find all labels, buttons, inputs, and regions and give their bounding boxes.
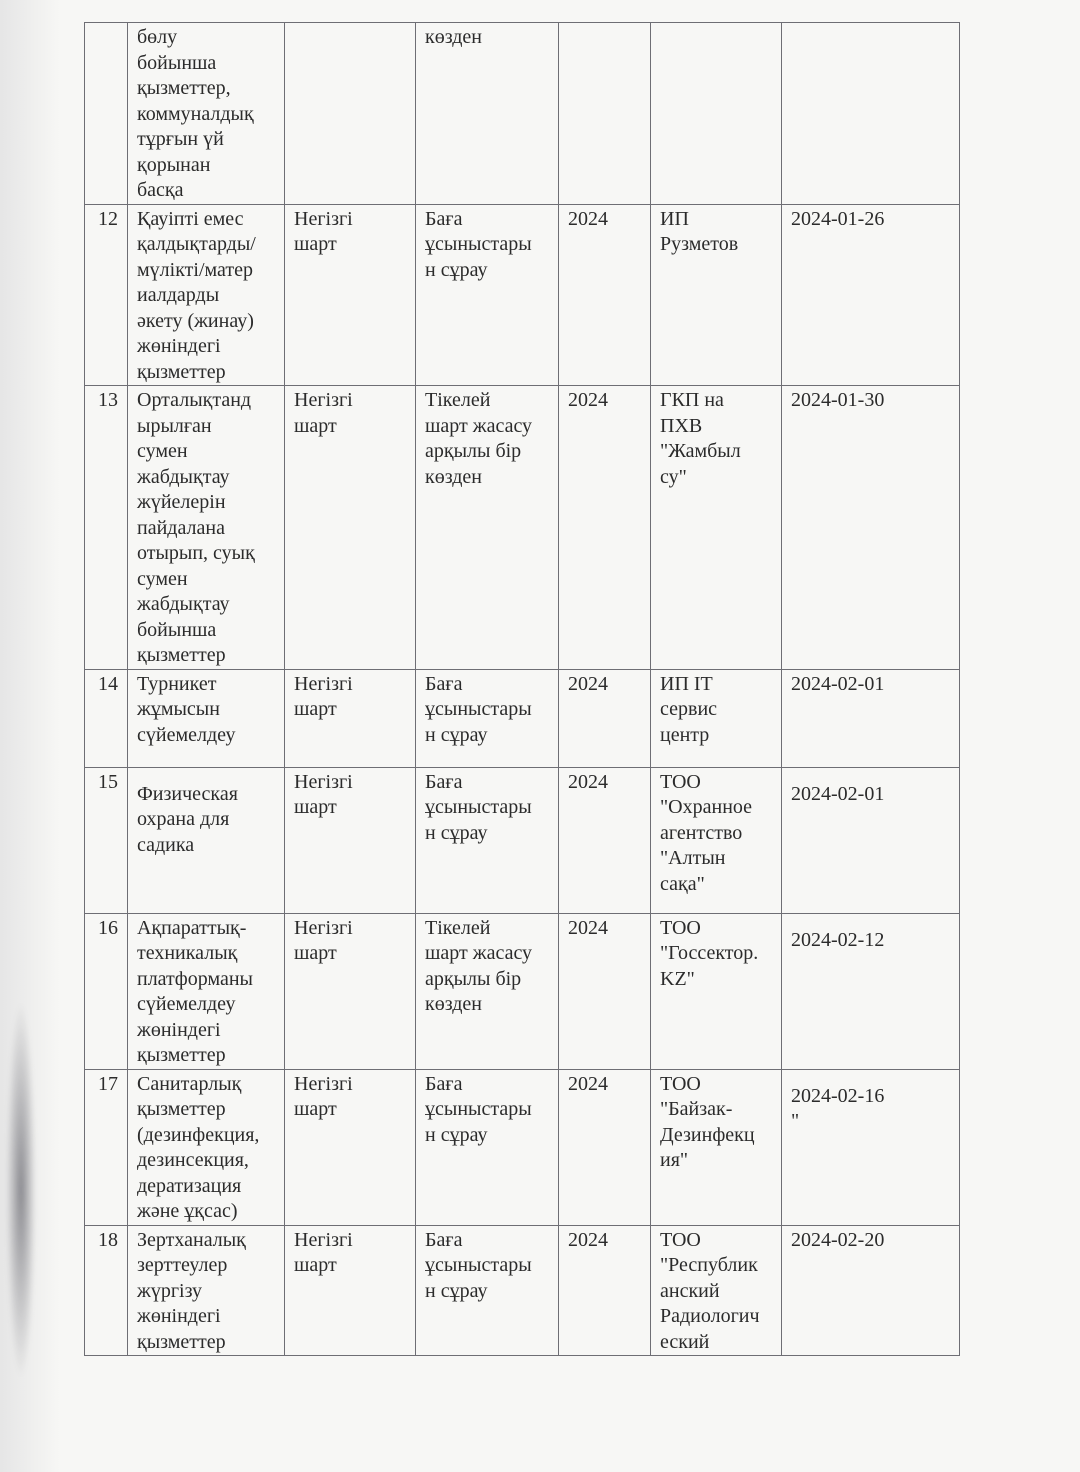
supplier: ТОО "Байзак- Дезинфекц ия" <box>651 1069 782 1225</box>
contract-date: 2024-01-26 <box>782 204 960 386</box>
contract-date: 2024-02-20 <box>782 1225 960 1356</box>
row-number: 16 <box>85 913 128 1069</box>
contract-basis: Негізгі шарт <box>285 669 416 767</box>
year: 2024 <box>559 386 651 670</box>
service-name: Орталықтанд ырылған сумен жабдықтау жүйелерін пайдалана отырып, суық сумен жабдықтау бойынша қызметтер <box>128 386 285 670</box>
service-name: Турникет жұмысын сүйемелдеу <box>128 669 285 767</box>
table-row <box>85 386 960 670</box>
service-name: Ақпараттық- техникалық платформаны сүйемелдеу жөніндегі қызметтер <box>128 913 285 1069</box>
procurement-method: Тікелей шарт жасасу арқылы бір көзден <box>416 913 559 1069</box>
supplier: ИП IT сервис центр <box>651 669 782 767</box>
supplier: ТОО "Охранное агентство "Алтын сақа" <box>651 767 782 913</box>
year <box>559 23 651 205</box>
table-row <box>85 1225 960 1356</box>
procurement-method: Баға ұсыныстары н сұрау <box>416 669 559 767</box>
supplier: ИП Рузметов <box>651 204 782 386</box>
supplier <box>651 23 782 205</box>
table-row <box>85 1069 960 1225</box>
year: 2024 <box>559 913 651 1069</box>
service-name: Зертханалық зерттеулер жүргізу жөніндегі қызметтер <box>128 1225 285 1356</box>
contract-date: 2024-02-16 " <box>782 1069 960 1225</box>
row-number <box>85 23 128 205</box>
scan-smudge <box>6 1000 36 1380</box>
contract-date: 2024-02-01 <box>782 767 960 913</box>
service-name: Физическая охрана для садика <box>128 767 285 913</box>
procurement-method: Баға ұсыныстары н сұрау <box>416 204 559 386</box>
row-number: 13 <box>85 386 128 670</box>
year: 2024 <box>559 1069 651 1225</box>
row-number: 12 <box>85 204 128 386</box>
year: 2024 <box>559 767 651 913</box>
row-number: 18 <box>85 1225 128 1356</box>
table-row <box>85 767 960 913</box>
contract-date: 2024-02-12 <box>782 913 960 1069</box>
contract-basis: Негізгі шарт <box>285 1069 416 1225</box>
procurement-method: Баға ұсыныстары н сұрау <box>416 767 559 913</box>
contract-date <box>782 23 960 205</box>
table-row <box>85 913 960 1069</box>
contract-basis: Негізгі шарт <box>285 386 416 670</box>
row-number: 14 <box>85 669 128 767</box>
table-row <box>85 204 960 386</box>
table-row <box>85 23 960 205</box>
contract-basis: Негізгі шарт <box>285 767 416 913</box>
year: 2024 <box>559 669 651 767</box>
service-name: Қауіпті емес қалдықтарды/ мүлікті/матер иалдарды әкету (жинау) жөніндегі қызметтер <box>128 204 285 386</box>
contract-basis: Негізгі шарт <box>285 1225 416 1356</box>
procurement-method: Баға ұсыныстары н сұрау <box>416 1069 559 1225</box>
service-name: бөлу бойынша қызметтер, коммуналдық тұрғын үй қорынан басқа <box>128 23 285 205</box>
procurement-method: көзден <box>416 23 559 205</box>
row-number: 17 <box>85 1069 128 1225</box>
year: 2024 <box>559 1225 651 1356</box>
year: 2024 <box>559 204 651 386</box>
procurement-method: Тікелей шарт жасасу арқылы бір көзден <box>416 386 559 670</box>
contract-basis: Негізгі шарт <box>285 204 416 386</box>
contract-basis: Негізгі шарт <box>285 913 416 1069</box>
procurement-method: Баға ұсыныстары н сұрау <box>416 1225 559 1356</box>
contract-date: 2024-02-01 <box>782 669 960 767</box>
supplier: ТОО "Госсектор. KZ" <box>651 913 782 1069</box>
contract-basis <box>285 23 416 205</box>
service-name: Санитарлық қызметтер (дезинфекция, дезинсекция, дератизация және ұқсас) <box>128 1069 285 1225</box>
supplier: ГКП на ПХВ "Жамбыл су" <box>651 386 782 670</box>
supplier: ТОО "Республик анский Радиологич еский <box>651 1225 782 1356</box>
procurement-table <box>84 22 960 1356</box>
table-row <box>85 669 960 767</box>
contract-date: 2024-01-30 <box>782 386 960 670</box>
row-number: 15 <box>85 767 128 913</box>
